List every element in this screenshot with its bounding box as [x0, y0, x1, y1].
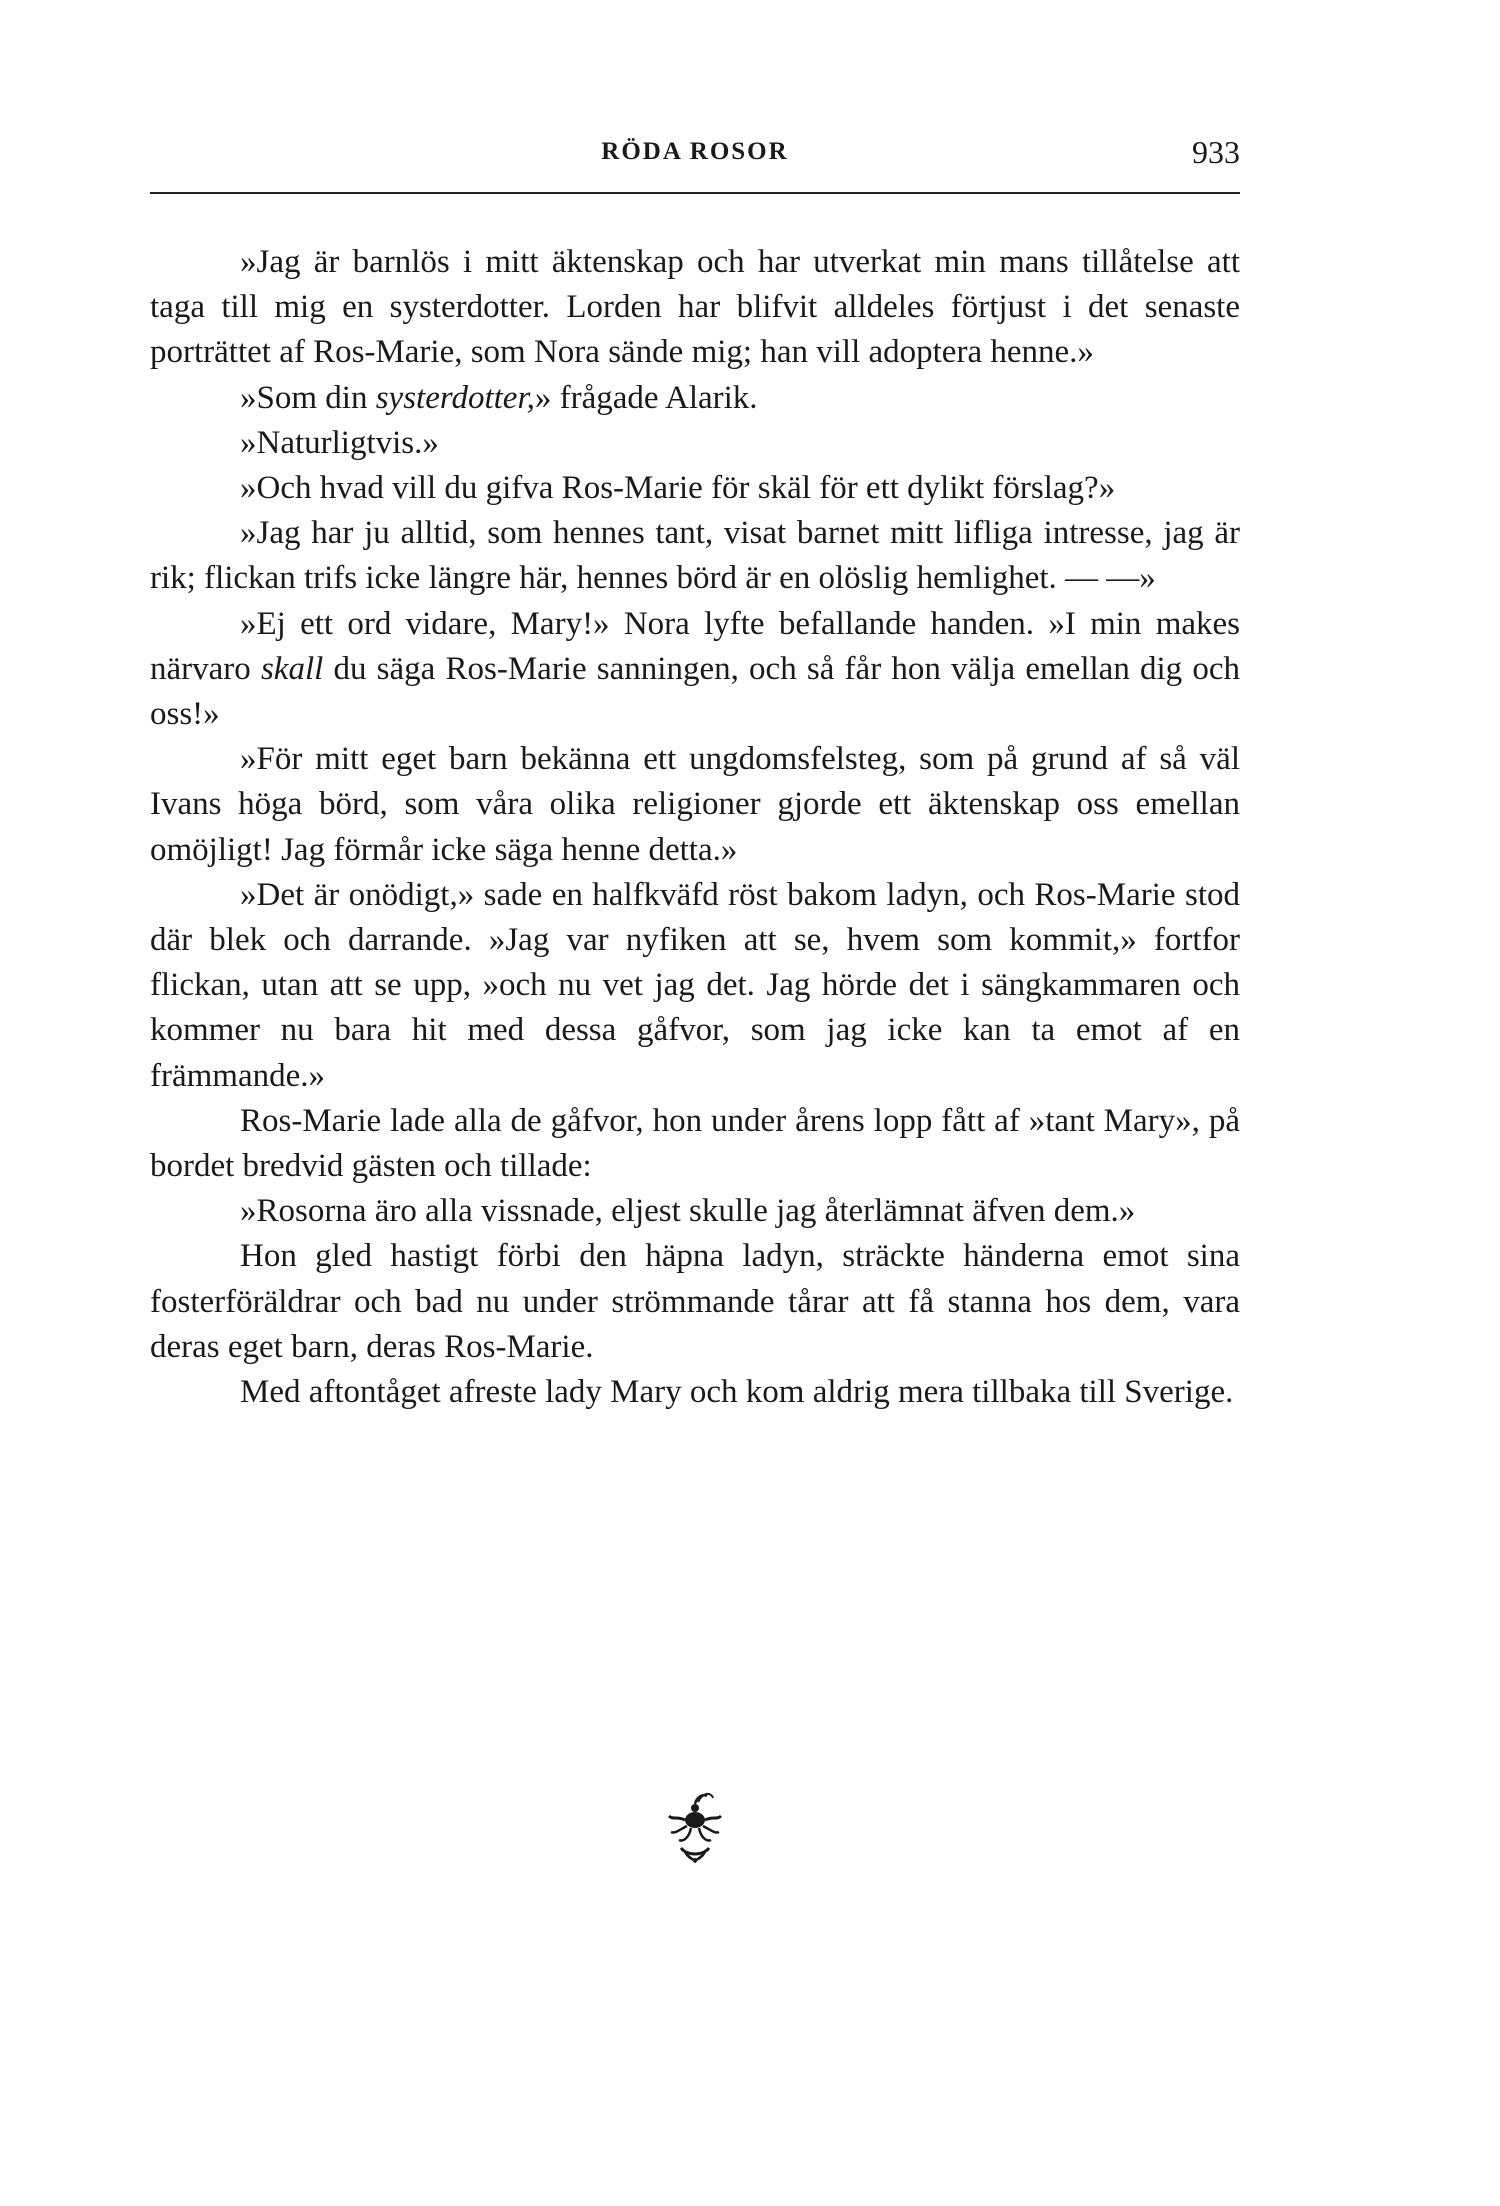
text-run: »Jag har ju alltid, som hennes tant, visat barnet mitt lifliga intresse, jag är rik; flickan trifs icke längre här, hennes börd är en olöslig hemlighet. — —» — [150, 515, 1240, 597]
paragraph — [150, 873, 1240, 1099]
text-run: »För mitt eget barn bekänna ett ungdomsfelsteg, som på grund af så väl Ivans höga börd, som våra olika religioner gjorde ett äktenskap oss emellan omöjligt! Jag förmår icke säga henne detta.» — [150, 741, 1240, 868]
paragraph — [150, 602, 1240, 738]
text-run: »Naturligtvis.» — [240, 424, 439, 461]
text-run: »Och hvad vill du gifva Ros-Marie för skäl för ett dylikt förslag?» — [240, 470, 1116, 507]
text-run: »Rosorna äro alla vissnade, eljest skulle jag återlämnat äfven dem.» — [240, 1193, 1136, 1230]
paragraph — [150, 1099, 1240, 1189]
italic-text: skall — [260, 650, 324, 687]
paragraph — [150, 1234, 1240, 1370]
paragraph — [150, 240, 1240, 376]
body-text — [150, 240, 1240, 1415]
paragraph — [150, 737, 1240, 873]
header-rule — [150, 192, 1240, 194]
running-head — [150, 134, 1240, 178]
page-number: 933 — [1192, 134, 1240, 170]
paragraph — [150, 1189, 1240, 1234]
text-run: »Det är onödigt,» sade en halfkväfd röst bakom ladyn, och Ros-Marie stod där blek och darrande. »Jag var nyfiken att se, hvem som kommit,» fortfor flickan, utan att se upp, »och nu vet jag det. Jag hörde det i sängkammaren och kommer nu bara hit med dessa gåfvor, som jag icke kan ta emot af en främmande.» — [150, 876, 1240, 1094]
text-run: »Ej ett ord vidare, Mary!» Nora lyfte befallande handen. »I min makes närvaro — [150, 605, 1240, 687]
text-run: Med aftontåget afreste lady Mary och kom aldrig mera tillbaka till Sverige. — [240, 1374, 1234, 1411]
paragraph — [150, 421, 1240, 466]
paragraph — [150, 466, 1240, 511]
text-run: » frågade Alarik. — [534, 379, 758, 416]
text-run: »Jag är barnlös i mitt äktenskap och har utverkat min mans tillåtelse att taga till mig en systerdotter. Lorden har blifvit alldeles förtjust i det senaste porträttet af Ros-Marie, som Nora sände mig; han vill adoptera henne.» — [150, 244, 1240, 371]
paragraph — [150, 511, 1240, 601]
italic-text: systerdotter, — [375, 379, 535, 416]
text-run: Ros-Marie lade alla de gåfvor, hon under årens lopp fått af »tant Mary», på bordet bredvid gästen och tillade: — [150, 1102, 1240, 1185]
running-title: RÖDA ROSOR — [601, 138, 789, 165]
text-run: du säga Ros-Marie sanningen, och så får hon välja emellan dig och oss!» — [150, 650, 1240, 733]
text-run: Hon gled hastigt förbi den häpna ladyn, sträckte händerna emot sina fosterföräldrar och bad nu under strömmande tårar att få stanna hos dem, vara deras eget barn, deras Ros-Marie. — [150, 1238, 1240, 1365]
ornament-icon — [667, 1790, 723, 1864]
paragraph — [150, 1370, 1240, 1415]
text-run: »Som din — [240, 379, 376, 416]
paragraph — [150, 376, 1240, 421]
